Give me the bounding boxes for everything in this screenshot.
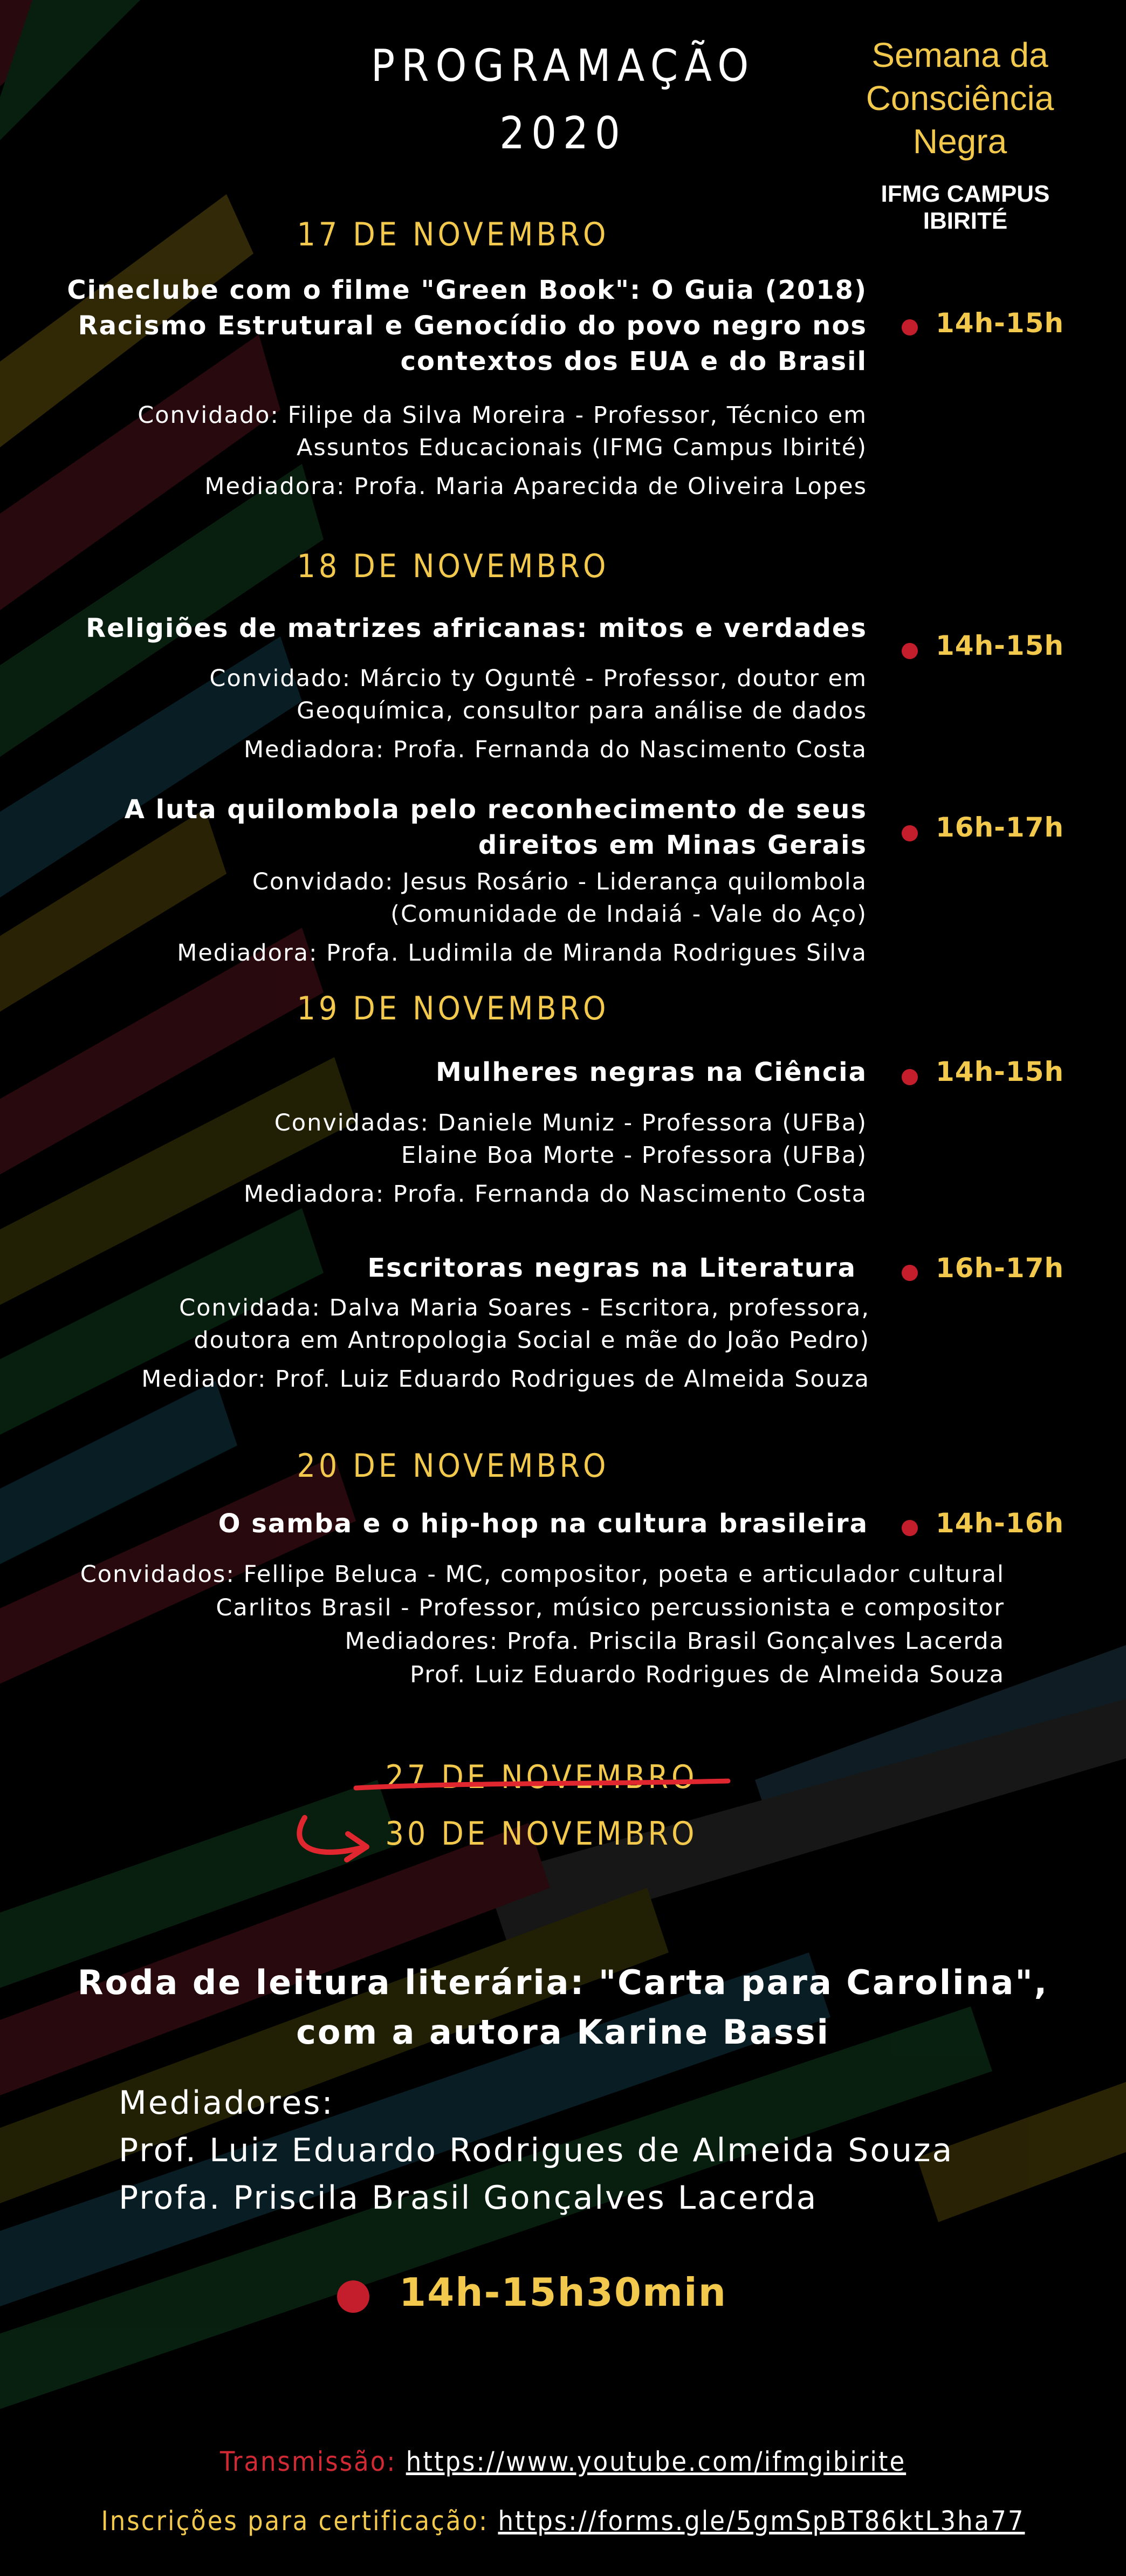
event-time: 14h-15h — [936, 630, 1065, 661]
special-event-mediators: Mediadores: Prof. Luiz Eduardo Rodrigues de Almeida Souza Profa. Priscila Brasil Gonçalves Lacerda — [119, 2084, 954, 2217]
event-time: 14h-15h — [936, 1056, 1065, 1087]
certification-info — [0, 2505, 1126, 2537]
event-guest: Convidado: Jesus Rosário - Liderança quilombola (Comunidade de Indaiá - Vale do Aço) — [252, 868, 867, 928]
event-time: 14h-16h — [936, 1508, 1065, 1539]
event-title: Religiões de matrizes africanas: mitos e verdades — [86, 613, 867, 643]
event-mediator: Mediadora: Profa. Fernanda do Nascimento Costa — [243, 1181, 867, 1208]
old-date-struck: 27 DE NOVEMBRO — [385, 1758, 698, 1796]
page-year: 2020 — [499, 108, 627, 159]
special-event-time: 14h-15h30min — [399, 2270, 727, 2315]
campus-label: IFMG CAMPUS IBIRITÉ — [881, 181, 1050, 234]
stream-info — [0, 2446, 1126, 2477]
cert-link[interactable]: https://forms.gle/5gmSpBT86ktL3ha77 — [498, 2505, 1025, 2537]
time-bullet — [902, 1069, 918, 1085]
page-title: PROGRAMAÇÃO — [370, 40, 756, 92]
event-guest: Convidadas: Daniele Muniz - Professora (UFBa) Elaine Boa Morte - Professora (UFBa) — [274, 1109, 867, 1169]
event-time: 16h-17h — [936, 812, 1065, 843]
stream-label: Transmissão: — [219, 2446, 397, 2477]
brand-line-2: Consciência — [866, 79, 1054, 118]
event-title: Mulheres negras na Ciência — [435, 1057, 867, 1087]
brand-line-1: Semana da — [871, 36, 1048, 74]
time-bullet — [902, 1265, 918, 1281]
event-mediator: Mediadora: Profa. Fernanda do Nascimento Costa — [243, 736, 867, 763]
cert-label: Inscrições para certificação: — [101, 2505, 489, 2537]
time-bullet — [902, 1520, 918, 1536]
strike-line-icon — [351, 1769, 739, 1801]
event-title: Escritoras negras na Literatura — [367, 1253, 856, 1283]
stream-link[interactable]: https://www.youtube.com/ifmgibirite — [406, 2446, 907, 2477]
event-guest: Convidada: Dalva Maria Soares - Escritora, professora, doutora em Antropologia Social e mãe do João Pedro) — [179, 1294, 870, 1354]
brand-line-3: Negra — [912, 122, 1007, 161]
day-heading-17: 17 DE NOVEMBRO — [297, 216, 609, 254]
event-mediator: Mediadora: Profa. Ludimila de Miranda Rodrigues Silva — [177, 940, 867, 967]
day-heading-20: 20 DE NOVEMBRO — [297, 1447, 609, 1485]
day-heading-18: 18 DE NOVEMBRO — [297, 547, 609, 585]
brand-logo-text — [852, 33, 1068, 163]
time-bullet — [902, 825, 918, 841]
new-date: 30 DE NOVEMBRO — [385, 1815, 698, 1853]
event-mediator: Mediador: Prof. Luiz Eduardo Rodrigues de Almeida Souza — [141, 1366, 870, 1393]
event-title: Cineclube com o filme "Green Book": O Guia (2018) Racismo Estrutural e Genocídio do povo negro nos contextos dos EUA e do Brasil — [67, 275, 867, 376]
special-event-title: Roda de leitura literária: "Carta para Carolina", com a autora Karine Bassi — [77, 1963, 1049, 2052]
event-title: O samba e o hip-hop na cultura brasileira — [218, 1509, 868, 1539]
event-time: 16h-17h — [936, 1252, 1065, 1284]
time-bullet — [337, 2280, 369, 2313]
event-guest: Convidado: Márcio ty Oguntê - Professor, doutor em Geoquímica, consultor para análise de dados — [209, 665, 867, 724]
event-title: A luta quilombola pelo reconhecimento de seus direitos em Minas Gerais — [124, 794, 867, 860]
event-mediator: Mediadora: Profa. Maria Aparecida de Oliveira Lopes — [204, 473, 867, 500]
event-time: 14h-15h — [936, 307, 1065, 339]
event-details: Convidados: Fellipe Beluca - MC, compositor, poeta e articulador cultural Carlitos Brasil - Professor, músico percussionista e compositor Mediadores: Profa. Priscila Brasil Gonçalves Lacerda Prof. Luiz Eduardo Rodrigues de Almeida Souza — [80, 1561, 1005, 1688]
event-guest: Convidado: Filipe da Silva Moreira - Professor, Técnico em Assuntos Educacionais (IFMG Campus Ibirité) — [138, 402, 867, 461]
day-heading-19: 19 DE NOVEMBRO — [297, 990, 609, 1027]
time-bullet — [902, 643, 918, 659]
time-bullet — [902, 319, 918, 335]
